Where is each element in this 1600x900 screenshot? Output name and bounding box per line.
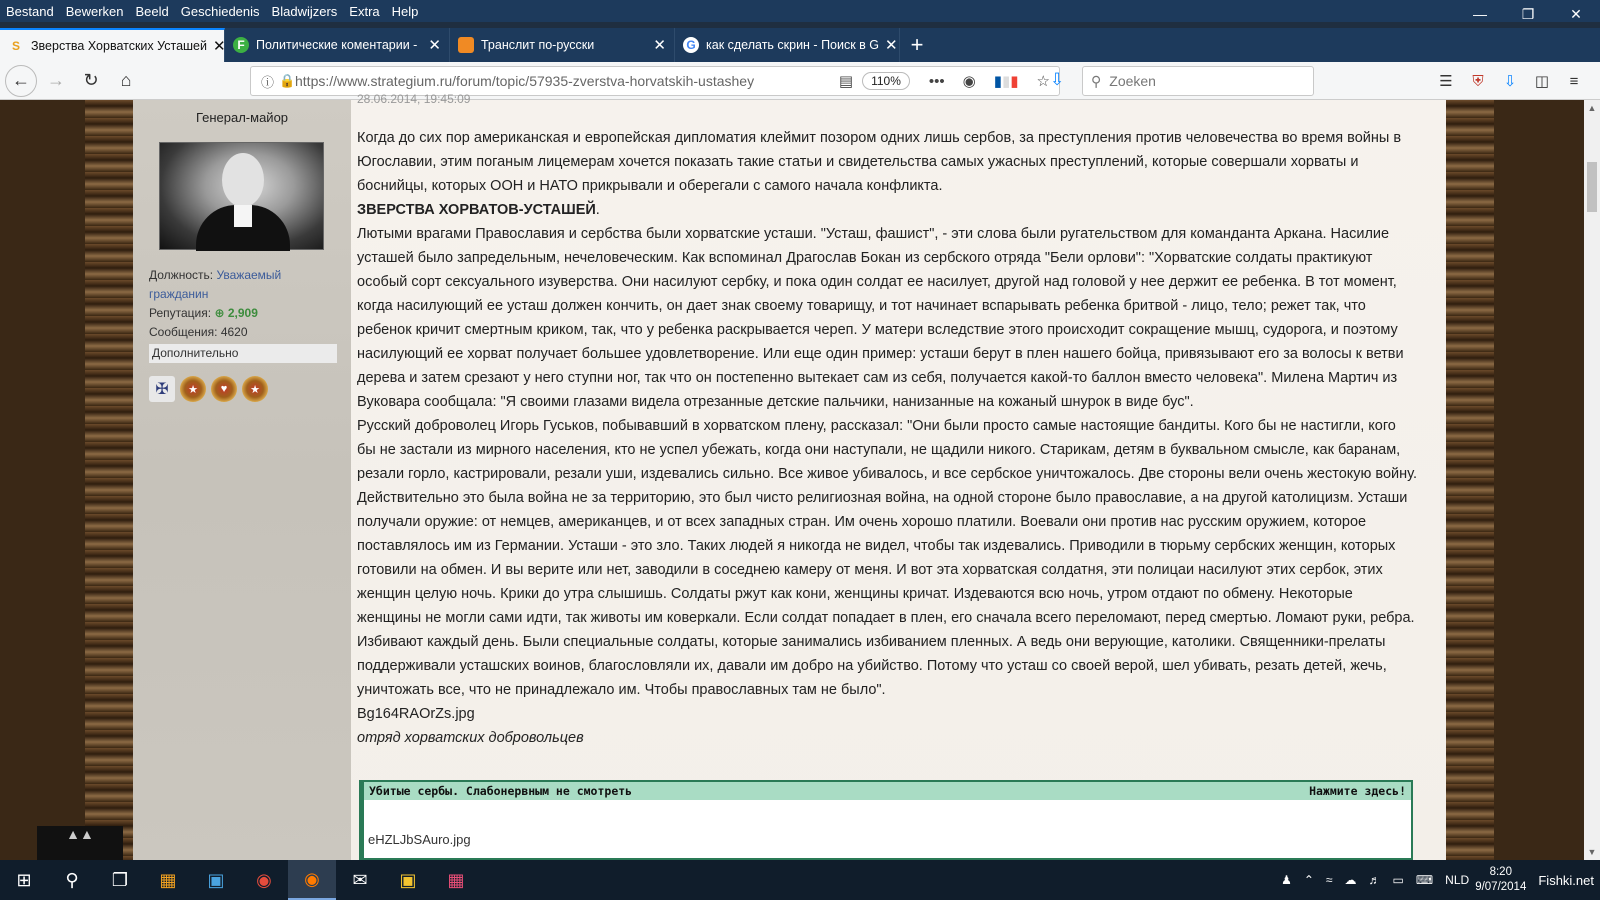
tab-title: Политические коментарии - [256,38,418,52]
position-value[interactable]: Уважаемый гражданин [149,268,282,301]
page-actions-icon[interactable]: ••• [928,72,945,90]
people-icon[interactable]: ♟ [1281,873,1292,887]
forward-button[interactable]: → [47,70,65,90]
maximize-icon[interactable]: ❐ [1521,5,1535,22]
windows-store-icon[interactable]: ▦ [447,869,465,890]
bookmark-star-icon[interactable]: ☆ [1036,73,1050,90]
close-icon[interactable]: ✕ [1570,5,1582,22]
background-right [1494,100,1584,860]
fishki-favicon-icon: F [233,37,249,53]
file-explorer-icon[interactable]: ▣ [399,869,417,890]
download-arrow-icon[interactable]: ⇩ [1050,70,1065,89]
scroll-up-icon[interactable]: ▲ [1587,103,1597,113]
menu-geschiedenis[interactable]: Geschiedenis [180,3,260,19]
search-placeholder: Zoeken [1109,73,1156,89]
home-button[interactable]: ⌂ [120,70,132,90]
post-paragraph: Когда до сих пор американская и европейская дипломатия клеймит позором одних лишь сербов, за преступления против человечества во время войны в Югославии, этим поганым лицемерам хочется показать такие статьи и свидетельства самых ужасных преступлений, которые совершали хорваты и боснийцы, которых ООН и НАТО прикрывали и оберегали с самого начала конфликта. [357,130,1402,194]
paint-icon[interactable]: ◉ [256,869,272,890]
tab-close-icon[interactable]: ✕ [428,37,441,54]
cloud-icon[interactable]: ☁ [1344,873,1357,887]
search-icon: ⚲ [1091,72,1102,89]
hamburger-menu-icon[interactable]: ≡ [1569,72,1579,90]
task-view-icon[interactable]: ❐ [111,869,129,890]
post-content [351,92,1446,860]
background-left [0,100,85,860]
image-caption: отряд хорватских добровольцев [357,730,584,746]
menu-beeld[interactable]: Beeld [135,3,169,19]
ornamental-frame-left [85,100,133,860]
reputation-row [149,304,339,323]
tab-close-icon[interactable]: ✕ [653,37,666,54]
cross-award-icon[interactable]: ✠ [149,376,175,402]
lock-warning-icon[interactable]: 🔒 [279,73,296,88]
reputation-value: 2,909 [227,306,258,320]
medal-award-icon[interactable]: ★ [180,376,206,402]
tab-title: Зверства Хорватских Усташей [31,39,207,53]
firefox-icon[interactable]: ◉ [288,860,336,900]
zoom-level[interactable]: 110% [862,72,910,90]
position-row [149,266,339,304]
tab-bar [0,28,1600,62]
mail-icon[interactable]: ✉ [352,869,368,890]
store-bag-icon[interactable]: ▣ [207,869,225,890]
wifi-icon[interactable]: ≈ [1325,873,1333,887]
chevron-up-icon[interactable]: ⌃ [1303,873,1314,887]
strategium-favicon-icon: S [11,39,20,53]
minimize-icon[interactable]: — [1473,6,1487,22]
post-paragraph: Лютыми врагами Православия и сербства были хорватские усташи. "Усташ, фашист", - эти слова были ругательством для команданта Аркана. Насилие усташей было запредельным, нечеловеческим. Как вспоминал Драгослав Бокан из сербского отряда "Бели орлови": "Хорватские солдаты практикуют особый сорт сексуального изуверства. Они насилуют сербку, и пока один солдат ее насилует, другой над головой у нее держит ее ребенка. В тот момент, когда насилующий ее усташ должен кончить, он дает знак своему товарищу, и тот начинает вспарывать ребенка бритвой - лицо, тело; режет так, что ребенок кричит смертным криком, так, что у ребенка раскрывается череп. У матери вследствие этого происходит сокращение мышц, судорога, и поэтому насилующий ее хорват получает большее удовлетворение. Или еще один пример: усташи берут в плен нашего бойца, привязывают его за волосы к ветви дерева и затем срезают у него ступни ног, так что он постепенно вытекает сам из себя, получается какой-то баллон вместо человека". Милена Мартич из Вуковара сообщала: "Я своими глазами видела отрезанные детские пальчики, нанизанные на кожаный шнурок в виде бус". [357,226,1404,410]
spoiler-toggle[interactable]: Нажмите здесь! [1309,784,1406,798]
scroll-down-icon[interactable]: ▼ [1587,847,1597,857]
page-viewport [0,92,1584,860]
reputation-label: Репутация: [149,306,212,320]
scrollbar-thumb[interactable] [1587,162,1597,212]
spoiler-body [361,800,1411,862]
posts-row [149,323,339,342]
tab-title: Транслит по-русски [481,38,595,52]
clock[interactable] [1475,865,1526,895]
back-button[interactable]: ← [5,65,37,97]
more-info-button[interactable]: Дополнительно [149,344,337,363]
menu-help[interactable]: Help [391,3,419,19]
google-favicon-icon: G [683,37,699,53]
menu-bewerken[interactable]: Bewerken [65,3,124,19]
vertical-scrollbar[interactable] [1584,100,1600,860]
post-body: Когда до сих пор американская и европейская дипломатия клеймит позором одних лишь сербов, за преступления против человечества во время войны в Югославии, этим поганым лицемерам хочется показать такие статьи и свидетельства самых ужасных преступлений, которые совершали хорваты и боснийцы, которых ООН и НАТО прикрывали и оберегали с самого начала конфликта. ЗВЕРСТВА ХОРВАТОВ-УСТАШЕЙ. Лютыми врагами Православия и сербства были хорватские усташи. "Усташ, фашист", - эти слова были ругательством для команданта Аркана. Насилие усташей было запредельным, нечеловеческим. Как вспоминал Драгослав Бокан из сербского отряда "Бели орлови": "Хорватские солдаты практикуют особый сорт сексуального изуверства. Они насилуют сербку, и пока один солдат ее насилует, другой над головой у нее держит ее ребенка. В тот момент, когда насилующий ее усташ должен кончить, он дает знак своему товарищу, и тот начинает вспарывать ребенка бритвой - лицо, тело; режет так, что ребенок кричит смертным криком, так, что у ребенка раскрывается череп. У матери вследствие этого происходит сокращение мышц, судорога, и поэтому насилующий ее хорват получает большее удовлетворение. Или еще один пример: усташи берут в плен нашего бойца, привязывают его за волосы к ветви дерева и затем срезают у него ступни ног, так что он постепенно вытекает сам из себя, получается какой-то баллон вместо человека". Милена Мартич из Вуковара сообщала: "Я своими глазами видела отрезанные детские пальчики, нанизанные на кожаный шнурок в виде бус". Русский доброволец Игорь Гуськов, побывавший в хорватском плену, рассказал: "Они были просто самые настоящие бандиты. Кого бы не настигли, кого бы не застали из мирного населения, кто не успел убежать, когда они наступали, не щадили никого. Старикам, детям в буквальном смысле, как баранам, резали горло, кастрировали, резали уши, издевались сильно. Все живое убивалось, и все сербское уничтожалось. Две стороны вели очень жестокую войну. Действительно это была война не за территорию, это был чисто религиозная война, на одной стороне было православие, а на другой католицизм. Усташи получали оружие: от немцев, американцев, и от всех западных стран. Им очень хорошо платили. Воевали они против нас русским оружием, которое поставлялось им из Германии. Усташи - это зло. Таких людей я никогда не видел, чтобы так издевались. Приводили в тюрьму сербских женщин, которых готовили на обмен. И вы верите или нет, заводили в соседнею камеру от меня. И вот эта хорватская солдатня, эти полицаи насилуют этих сербок, этих женщин целую ночь. Крики до утра слышишь. Солдаты ржут как кони, женщины кричат. Издеваются всю ночь, утром отдают по обмену. Некоторые женщины не могли сами идти, так животы им коверкали. Если солдат попадает в плен, его сначала всего переломают, перед смертью. Ломают руки, ребра. Избивают каждый день. Были специальные солдаты, которые занимались избиванием пленных. А ведь они верующие, католики. Священники-прелаты поддерживали усташских воинов, благословляли их, давали им добро на убийство. Потому что усташ со своей верой, шел убивать, резать детей, жечь, уничтожать все, что не принадлежало им. Чтобы православных там не было". Bg164RAOrZs.jpg отряд хорватских добровольцев [357,126,1417,750]
medal-award-icon[interactable]: ★ [242,376,268,402]
library-icon[interactable]: ☰ [1439,73,1453,90]
keyboard-icon[interactable]: ⌨ [1415,873,1434,887]
reload-button[interactable]: ↻ [83,70,99,90]
spoiler-title: Убитые сербы. Слабонервным не смотреть [369,784,633,798]
user-meta [149,266,339,363]
ornamental-frame-right [1446,100,1494,860]
tab-politicheskie[interactable] [225,28,450,62]
info-icon[interactable]: ⓘ [261,74,275,90]
tab-title: как сделать скрин - Поиск в G [706,38,880,52]
taskbar [0,860,1600,900]
post-heading: ЗВЕРСТВА ХОРВАТОВ-УСТАШЕЙ [357,202,596,218]
bottom-widget[interactable]: ▲▲ [37,826,123,860]
language-indicator[interactable]: NLD [1445,873,1470,887]
tab-close-icon[interactable]: ✕ [213,38,226,55]
spoiler-filename[interactable]: eHZLJbSAuro.jpg [368,832,471,847]
avatar-collar [234,205,252,227]
clock-date: 9/07/2014 [1475,881,1527,893]
pocket-icon[interactable]: ◉ [962,73,976,90]
volume-icon[interactable]: ♬ [1368,873,1381,887]
user-rank: Генерал-майор [195,110,289,125]
translit-favicon-icon [458,37,474,53]
post-date: 28.06.2014, 19:45:09 [357,92,471,106]
menu-extra[interactable]: Extra [349,3,380,19]
spoiler-block[interactable] [359,780,1413,860]
reader-view-icon[interactable]: ▤ [838,73,854,90]
search-bar[interactable] [1082,66,1314,96]
post-paragraph: Русский доброволец Игорь Гуськов, побывавший в хорватском плену, рассказал: "Они были просто самые настоящие бандиты. Кого бы не настигли, кого бы не застали из мирного населения, кто не успел убежать, когда они наступали, не щадили никого. Старикам, детям в буквальном смысле, как баранам, резали горло, кастрировали, резали уши, издевались сильно. Все живое убивалось, и все сербское уничтожалось. Две стороны вели очень жестокую войну. Действительно это была война не за территорию, это был чисто религиозная война, на одной стороне было православие, а на другой католицизм. Усташи получали оружие: от немцев, американцев, и от всех западных стран. Им очень хорошо платили. Воевали они против нас русским оружием, которое поставлялось им из Германии. Усташи - это зло. Таких людей я никогда не видел, чтобы так издевались. Приводили в тюрьму сербских женщин, которых готовили на обмен. И вы верите или нет, заводили в соседнею камеру от меня. И вот эта хорватская солдатня, эти полицаи насилуют этих сербок, этих женщин целую ночь. Крики до утра слышишь. Солдаты ржут как кони, женщины кричат. Издеваются всю ночь, утром отдают по обмену. Некоторые женщины не могли сами идти, так животы им коверкали. Если солдат попадает в плен, его сначала всего переломают, перед смертью. Ломают руки, ребра. Избивают каждый день. Были специальные солдаты, которые занимались избиванием пленных. А ведь они верующие, католики. Священники-прелаты поддерживали усташских воинов, благословляли их, давали им добро на убийство. Потому что усташ со своей верой, шел убивать, резать детей, жечь, уничтожать все, что не принадлежало им. Чтобы православных там не было". [357,418,1417,698]
menu-bladwijzers[interactable]: Bladwijzers [271,3,338,19]
system-tray [1275,860,1600,900]
avatar[interactable] [159,142,324,250]
url-text[interactable]: https://www.strategium.ru/forum/topic/57935-zverstva-horvatskih-ustashey [295,73,755,89]
posts-value: 4620 [220,325,248,339]
windows-start-icon[interactable]: ⊞ [16,869,32,890]
position-label: Должность: [149,268,214,282]
toolbar-right [1430,66,1590,96]
posts-label: Сообщения: [149,325,218,339]
avatar-head [222,153,264,207]
battery-icon[interactable]: ▭ [1392,873,1404,887]
ublock-icon[interactable]: ⛨ [1472,72,1484,90]
tab-translit[interactable] [450,28,675,62]
new-tab-button[interactable]: + [910,32,924,57]
menu-bestand[interactable]: Bestand [6,3,54,19]
clock-time: 8:20 [1489,866,1512,878]
awards-row [149,376,273,402]
watermark: Fishki.net [1538,872,1594,888]
downloads-icon[interactable]: ⇩ [1503,73,1517,90]
nav-bar [0,62,1600,100]
medal-award-icon[interactable]: ♥ [211,376,237,402]
tab-google-search[interactable] [675,28,900,62]
sidebar-icon[interactable]: ◫ [1534,73,1550,90]
office-icon[interactable]: ▦ [159,869,177,890]
spoiler-header[interactable] [361,782,1411,800]
search-icon[interactable]: ⚲ [65,869,79,890]
window-controls [1456,0,1600,28]
menu-bar [0,0,1600,22]
tab-zverstva[interactable] [0,28,225,62]
french-flag-icon[interactable]: ▮▮▮ [993,73,1019,90]
reputation-plus-icon: ⊕ [214,306,225,320]
user-sidebar [133,100,351,860]
tab-close-icon[interactable]: ✕ [885,37,898,54]
image-filename[interactable]: Bg164RAOrZs.jpg [357,706,475,722]
